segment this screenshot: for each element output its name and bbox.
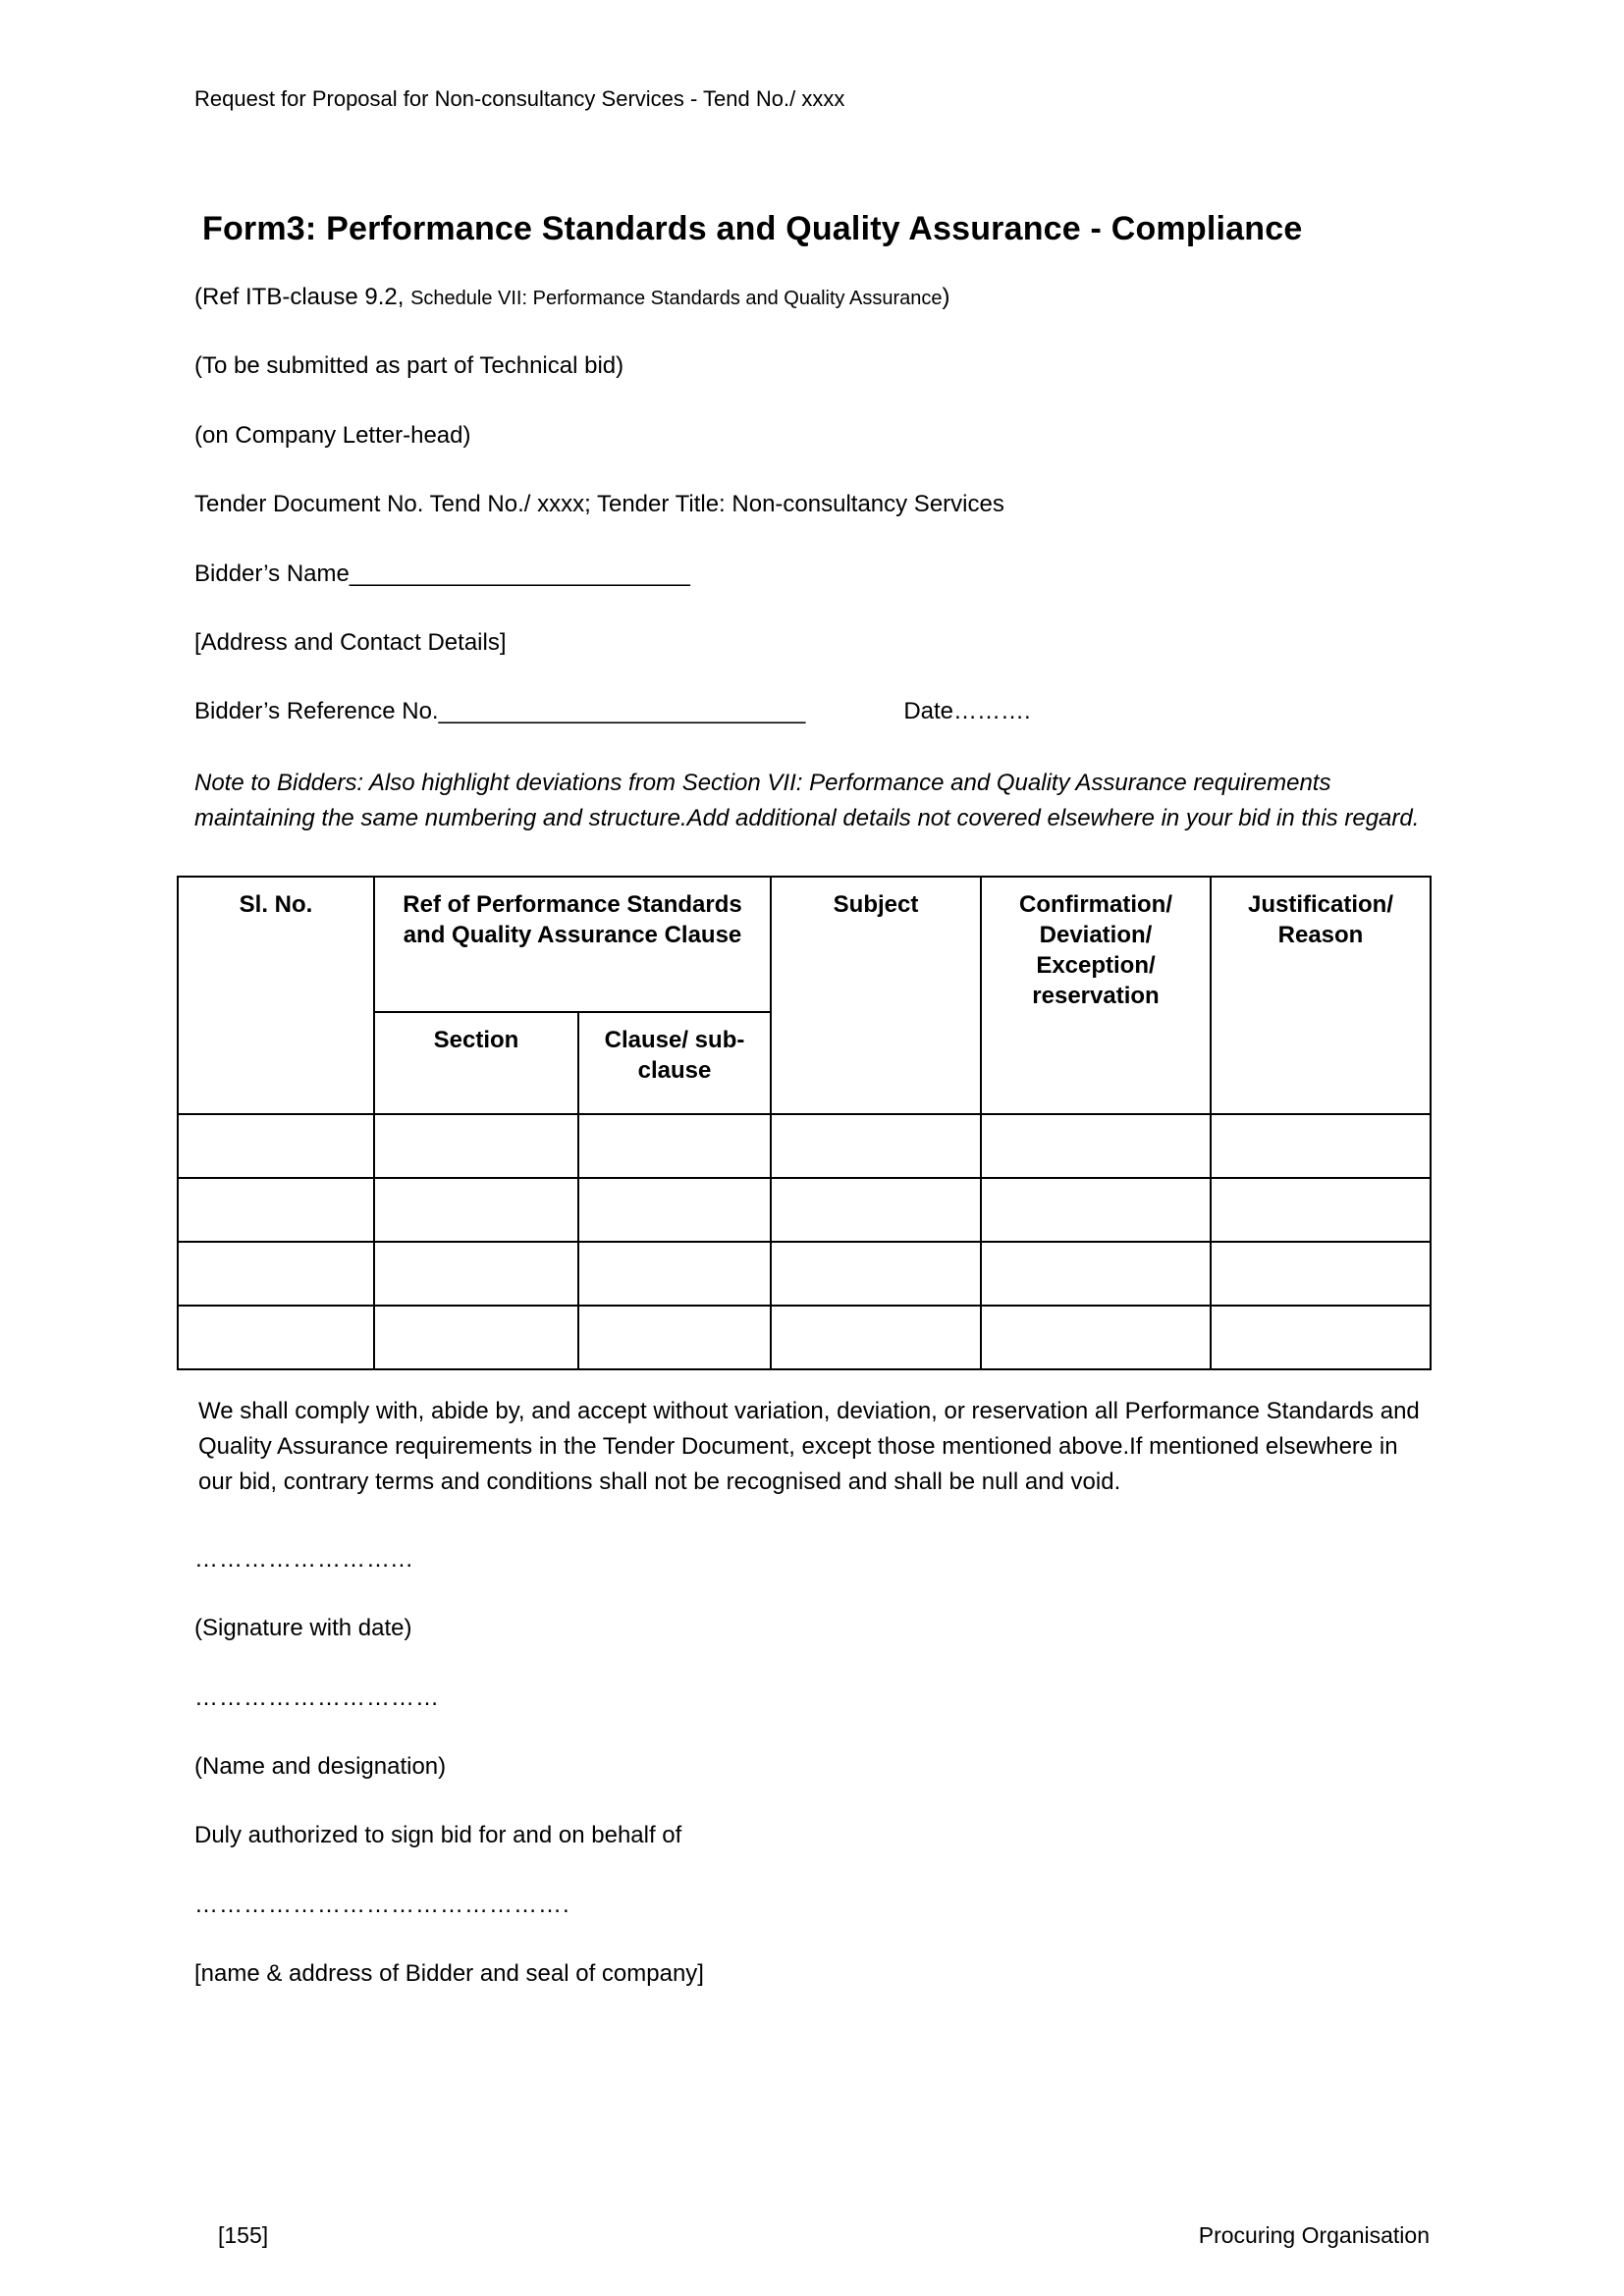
note-to-bidders: Note to Bidders: Also highlight deviations from Section VII: Performance and Quality Assurance requirements maintaining the same numbering and structure.Add additional details not covered elsewhere in your bid in this regard. bbox=[194, 769, 1420, 831]
col-header-ref-group: Ref of Performance Standards and Quality Assurance Clause bbox=[374, 877, 771, 1012]
date-label: Date………. bbox=[903, 698, 1031, 725]
company-dotted-line: ………………………………………. bbox=[194, 1891, 570, 1918]
form-title: Form3: Performance Standards and Quality Assurance - Compliance bbox=[202, 210, 1303, 247]
table-cell bbox=[578, 1178, 771, 1242]
signature-dotted-line: ……………………... bbox=[194, 1545, 414, 1573]
table-row bbox=[178, 1114, 1431, 1178]
name-dotted-line: ………………………… bbox=[194, 1683, 440, 1711]
table-cell bbox=[374, 1242, 578, 1306]
col-header-subject: Subject bbox=[771, 877, 981, 1114]
col-header-justification: Justification/ Reason bbox=[1211, 877, 1431, 1114]
page-footer bbox=[0, 2222, 1624, 2249]
tender-document-line: Tender Document No. Tend No./ xxxx; Tender Title: Non-consultancy Services bbox=[194, 491, 1004, 518]
table-cell bbox=[374, 1178, 578, 1242]
table-cell bbox=[771, 1242, 981, 1306]
table-cell bbox=[374, 1114, 578, 1178]
table-cell bbox=[771, 1306, 981, 1369]
table-cell bbox=[578, 1114, 771, 1178]
table-cell bbox=[178, 1178, 374, 1242]
table-cell bbox=[1211, 1242, 1431, 1306]
compliance-statement: We shall comply with, abide by, and accept without variation, deviation, or reservation all Performance Standards and Quality Assurance requirements in the Tender Document, except those mentioned above.If mentioned elsewhere in our bid, contrary terms and conditions shall not be recognised and shall be null and void. bbox=[198, 1397, 1420, 1495]
ref-clause-schedule: Schedule VII: Performance Standards and Quality Assurance bbox=[410, 288, 943, 309]
document-header: Request for Proposal for Non-consultancy Services - Tend No./ xxxx bbox=[194, 86, 845, 111]
table-cell bbox=[1211, 1306, 1431, 1369]
reference-blank: ____________________________ bbox=[438, 698, 806, 725]
col-header-section: Section bbox=[374, 1012, 578, 1114]
col-header-confirmation: Confirmation/ Deviation/ Exception/ reservation bbox=[981, 877, 1211, 1114]
table-row bbox=[178, 1178, 1431, 1242]
letterhead-note: (on Company Letter-head) bbox=[194, 421, 471, 449]
table-cell bbox=[1211, 1114, 1431, 1178]
reference-row bbox=[194, 696, 1430, 727]
company-label: [name & address of Bidder and seal of company] bbox=[194, 1960, 704, 1988]
ref-clause-line bbox=[194, 282, 1430, 313]
table-cell bbox=[178, 1306, 374, 1369]
bidder-name-label: Bidder’s Name bbox=[194, 560, 350, 587]
authorization-line: Duly authorized to sign bid for and on behalf of bbox=[194, 1822, 682, 1849]
table-cell bbox=[981, 1306, 1211, 1369]
col-header-clause: Clause/ sub-clause bbox=[578, 1012, 771, 1114]
compliance-table-body bbox=[178, 1114, 1431, 1369]
address-contact-line: [Address and Contact Details] bbox=[194, 628, 507, 656]
col-header-sl-no: Sl. No. bbox=[178, 877, 374, 1114]
table-cell bbox=[178, 1114, 374, 1178]
table-cell bbox=[981, 1178, 1211, 1242]
table-cell bbox=[771, 1114, 981, 1178]
bidder-name-blank: __________________________ bbox=[349, 560, 690, 587]
footer-organisation: Procuring Organisation bbox=[1198, 2222, 1430, 2248]
table-cell bbox=[981, 1114, 1211, 1178]
table-cell bbox=[178, 1242, 374, 1306]
table-row bbox=[178, 1306, 1431, 1369]
signature-label: (Signature with date) bbox=[194, 1615, 412, 1642]
table-cell bbox=[771, 1178, 981, 1242]
table-cell bbox=[374, 1306, 578, 1369]
name-designation-label: (Name and designation) bbox=[194, 1752, 447, 1780]
table-cell bbox=[981, 1242, 1211, 1306]
bidder-name-line bbox=[194, 559, 1430, 590]
table-cell bbox=[578, 1242, 771, 1306]
table-cell bbox=[578, 1306, 771, 1369]
table-cell bbox=[1211, 1178, 1431, 1242]
page-number: [155] bbox=[218, 2222, 269, 2248]
reference-label: Bidder’s Reference No. bbox=[194, 698, 439, 725]
compliance-table bbox=[177, 876, 1432, 1370]
ref-clause-start: (Ref ITB-clause 9.2, bbox=[194, 284, 411, 310]
submission-note: (To be submitted as part of Technical bid) bbox=[194, 352, 624, 380]
ref-clause-end: ) bbox=[942, 284, 950, 310]
table-row bbox=[178, 1242, 1431, 1306]
